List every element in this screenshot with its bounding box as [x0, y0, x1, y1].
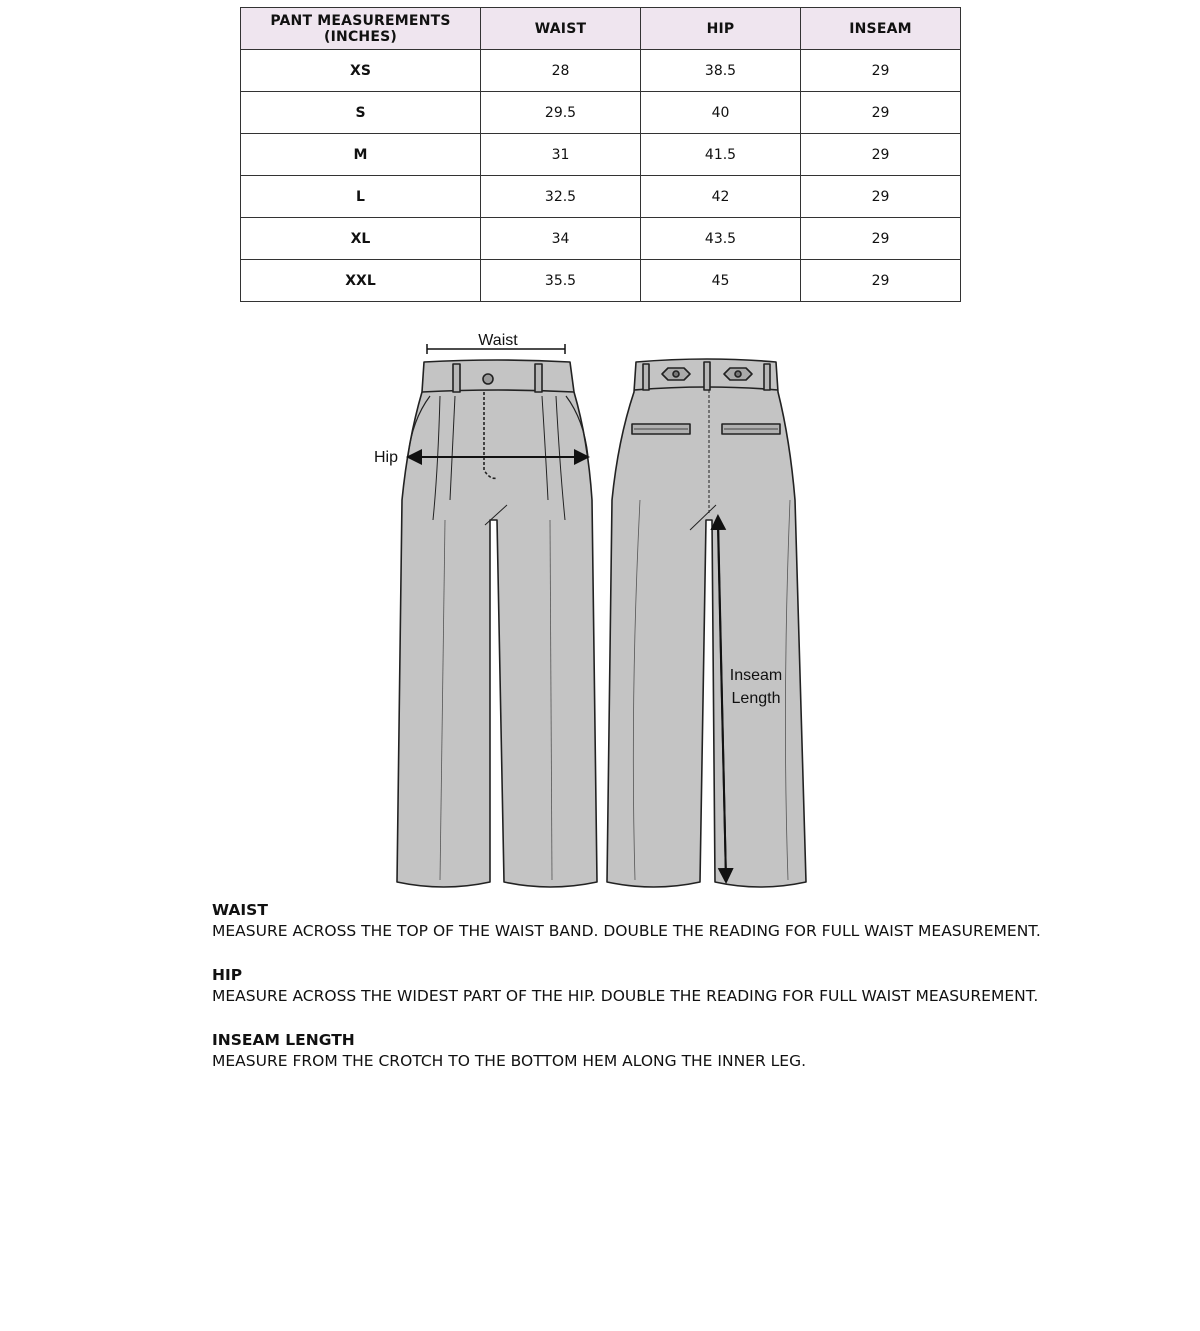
waist-cell: 34 [481, 218, 641, 260]
instruction-text: MEASURE ACROSS THE WIDEST PART OF THE HIP. DOUBLE THE READING FOR FULL WAIST MEASUREMENT. [212, 987, 1039, 1005]
pants-front-outline [397, 360, 597, 887]
back-belt-loop-3 [764, 364, 770, 390]
header-inseam: INSEAM [801, 8, 961, 50]
inseam-cell: 29 [801, 134, 961, 176]
table-row [241, 176, 961, 218]
size-cell: S [241, 92, 481, 134]
inseam-label-line2: Length [731, 690, 781, 707]
table-row [241, 50, 961, 92]
pants-back-outline [607, 359, 806, 887]
table-header-row [241, 8, 961, 50]
inseam-label-line1: Inseam [729, 667, 783, 684]
hip-cell: 43.5 [641, 218, 801, 260]
size-cell: L [241, 176, 481, 218]
back-button-left [673, 371, 679, 377]
measurement-instructions [212, 900, 1172, 1095]
waist-cell: 35.5 [481, 260, 641, 302]
waist-cell: 29.5 [481, 92, 641, 134]
hip-label: Hip [373, 449, 399, 466]
header-hip: HIP [641, 8, 801, 50]
front-belt-loop-right [535, 364, 542, 392]
table-row [241, 92, 961, 134]
hip-instruction [212, 965, 1172, 1007]
hip-cell: 42 [641, 176, 801, 218]
back-button-right [735, 371, 741, 377]
size-cell: XL [241, 218, 481, 260]
front-belt-loop-left [453, 364, 460, 392]
size-chart-table [240, 7, 961, 302]
waist-instruction [212, 900, 1172, 942]
header-pant-measurements: PANT MEASUREMENTS (INCHES) [241, 8, 481, 50]
inseam-cell: 29 [801, 50, 961, 92]
table-row [241, 134, 961, 176]
header-waist: WAIST [481, 8, 641, 50]
pants-back-illustration [607, 359, 806, 887]
pants-front-illustration [397, 360, 597, 887]
instruction-title: WAIST [212, 901, 268, 919]
inseam-cell: 29 [801, 176, 961, 218]
waist-cell: 28 [481, 50, 641, 92]
inseam-cell: 29 [801, 260, 961, 302]
hip-cell: 41.5 [641, 134, 801, 176]
inseam-cell: 29 [801, 218, 961, 260]
waist-cell: 32.5 [481, 176, 641, 218]
size-cell: XS [241, 50, 481, 92]
instruction-text: MEASURE FROM THE CROTCH TO THE BOTTOM HEM ALONG THE INNER LEG. [212, 1052, 807, 1070]
hip-cell: 38.5 [641, 50, 801, 92]
pant-measurement-diagram [360, 325, 830, 955]
size-cell: XXL [241, 260, 481, 302]
hip-cell: 45 [641, 260, 801, 302]
back-belt-loop-2 [704, 362, 710, 390]
instruction-title: INSEAM LENGTH [212, 1031, 355, 1049]
inseam-instruction [212, 1030, 1172, 1072]
instruction-title: HIP [212, 966, 243, 984]
size-cell: M [241, 134, 481, 176]
table-row [241, 260, 961, 302]
waist-label: Waist [478, 332, 518, 349]
back-belt-loop-1 [643, 364, 649, 390]
front-button [483, 374, 493, 384]
table-row [241, 218, 961, 260]
inseam-cell: 29 [801, 92, 961, 134]
hip-cell: 40 [641, 92, 801, 134]
instruction-text: MEASURE ACROSS THE TOP OF THE WAIST BAND. DOUBLE THE READING FOR FULL WAIST MEASUREMENT. [212, 922, 1041, 940]
waist-cell: 31 [481, 134, 641, 176]
